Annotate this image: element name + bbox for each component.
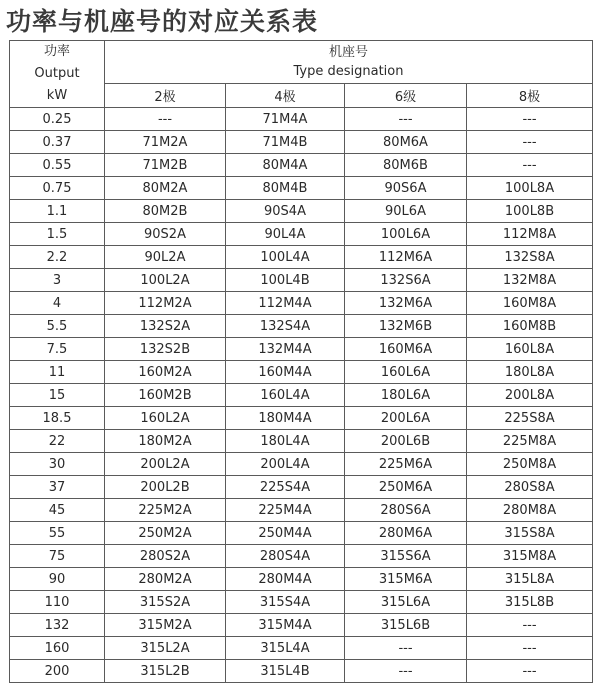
table-row: [10, 591, 593, 614]
power-cell: 7.5: [10, 338, 105, 361]
table-row: [10, 384, 593, 407]
pole-header-8: 8极: [467, 83, 593, 107]
pole6-cell: 160M6A: [345, 338, 467, 361]
pole8-cell: 100L8B: [467, 200, 593, 223]
pole4-cell: 71M4A: [226, 108, 345, 131]
pole8-cell: 250M8A: [467, 453, 593, 476]
power-cell: 2.2: [10, 246, 105, 269]
table-row: [10, 338, 593, 361]
table-row: [10, 568, 593, 591]
pole6-cell: 315S6A: [345, 545, 467, 568]
pole-header-2: 2极: [105, 83, 226, 107]
pole4-cell: 80M4A: [226, 154, 345, 177]
pole6-cell: 250M6A: [345, 476, 467, 499]
pole4-cell: 100L4B: [226, 269, 345, 292]
table-row: [10, 315, 593, 338]
table-row: [10, 154, 593, 177]
power-cell: 15: [10, 384, 105, 407]
pole2-cell: 280M2A: [105, 568, 226, 591]
table-row: [10, 292, 593, 315]
table-row: [10, 614, 593, 637]
power-cell: 45: [10, 499, 105, 522]
pole4-cell: 90S4A: [226, 200, 345, 223]
pole4-cell: 160M4A: [226, 361, 345, 384]
pole8-cell: 315M8A: [467, 545, 593, 568]
pole2-cell: 315M2A: [105, 614, 226, 637]
pole8-cell: 180L8A: [467, 361, 593, 384]
pole8-cell: 100L8A: [467, 177, 593, 200]
table-row: [10, 453, 593, 476]
power-cell: 132: [10, 614, 105, 637]
pole6-cell: 132M6A: [345, 292, 467, 315]
table-row: [10, 246, 593, 269]
power-cell: 22: [10, 430, 105, 453]
pole6-cell: ---: [345, 108, 467, 131]
pole6-cell: 200L6A: [345, 407, 467, 430]
type-header-cn: 机座号: [328, 44, 368, 60]
table-row: [10, 637, 593, 660]
table-row: [10, 522, 593, 545]
pole8-cell: 160M8A: [467, 292, 593, 315]
table-row: [10, 407, 593, 430]
pole2-cell: 112M2A: [105, 292, 226, 315]
pole2-cell: ---: [105, 108, 226, 131]
pole6-cell: 100L6A: [345, 223, 467, 246]
table-body: [10, 108, 593, 683]
table-row: [10, 361, 593, 384]
table-row: [10, 200, 593, 223]
pole4-cell: 315L4B: [226, 660, 345, 683]
pole8-cell: ---: [467, 154, 593, 177]
pole-header-6: 6级: [345, 83, 467, 107]
pole2-cell: 71M2A: [105, 131, 226, 154]
page-title: 功率与机座号的对应关系表: [6, 7, 319, 36]
pole2-cell: 315L2B: [105, 660, 226, 683]
power-cell: 0.37: [10, 131, 105, 154]
pole2-cell: 200L2B: [105, 476, 226, 499]
power-cell: 18.5: [10, 407, 105, 430]
pole6-cell: 80M6A: [345, 131, 467, 154]
pole6-cell: 90L6A: [345, 200, 467, 223]
power-cell: 1.5: [10, 223, 105, 246]
pole4-cell: 90L4A: [226, 223, 345, 246]
power-cell: 200: [10, 660, 105, 683]
type-header: [105, 41, 593, 84]
table-row: [10, 499, 593, 522]
pole4-cell: 280S4A: [226, 545, 345, 568]
pole8-cell: 315L8A: [467, 568, 593, 591]
pole4-cell: 280M4A: [226, 568, 345, 591]
power-frame-table: [9, 40, 593, 683]
type-header-en: Type designation: [293, 63, 404, 79]
pole8-cell: 160L8A: [467, 338, 593, 361]
pole2-cell: 225M2A: [105, 499, 226, 522]
pole8-cell: 280M8A: [467, 499, 593, 522]
pole2-cell: 132S2A: [105, 315, 226, 338]
pole-header-4: 4极: [226, 83, 345, 107]
pole8-cell: 132M8A: [467, 269, 593, 292]
pole2-cell: 160L2A: [105, 407, 226, 430]
pole2-cell: 90L2A: [105, 246, 226, 269]
pole6-cell: 225M6A: [345, 453, 467, 476]
pole4-cell: 100L4A: [226, 246, 345, 269]
pole6-cell: 132M6B: [345, 315, 467, 338]
pole4-cell: 250M4A: [226, 522, 345, 545]
power-header-cn: 功率: [43, 44, 70, 59]
power-header-unit: kW: [46, 88, 68, 103]
table-row: [10, 177, 593, 200]
pole8-cell: 225S8A: [467, 407, 593, 430]
pole4-cell: 315S4A: [226, 591, 345, 614]
power-cell: 110: [10, 591, 105, 614]
pole4-cell: 315L4A: [226, 637, 345, 660]
pole2-cell: 250M2A: [105, 522, 226, 545]
pole6-cell: 200L6B: [345, 430, 467, 453]
pole2-cell: 160M2B: [105, 384, 226, 407]
pole6-cell: 315L6B: [345, 614, 467, 637]
power-cell: 3: [10, 269, 105, 292]
pole6-cell: 315L6A: [345, 591, 467, 614]
pole8-cell: ---: [467, 131, 593, 154]
table-row: [10, 131, 593, 154]
pole8-cell: ---: [467, 108, 593, 131]
pole6-cell: 80M6B: [345, 154, 467, 177]
pole8-cell: 225M8A: [467, 430, 593, 453]
pole2-cell: 280S2A: [105, 545, 226, 568]
table-row: [10, 430, 593, 453]
pole2-cell: 90S2A: [105, 223, 226, 246]
power-cell: 1.1: [10, 200, 105, 223]
pole2-cell: 315L2A: [105, 637, 226, 660]
power-cell: 37: [10, 476, 105, 499]
pole8-cell: 112M8A: [467, 223, 593, 246]
pole6-cell: ---: [345, 637, 467, 660]
pole6-cell: 180L6A: [345, 384, 467, 407]
pole4-cell: 315M4A: [226, 614, 345, 637]
table-row: [10, 476, 593, 499]
pole6-cell: 315M6A: [345, 568, 467, 591]
pole8-cell: ---: [467, 660, 593, 683]
pole8-cell: 200L8A: [467, 384, 593, 407]
pole2-cell: 132S2B: [105, 338, 226, 361]
pole6-cell: 280S6A: [345, 499, 467, 522]
table-row: [10, 545, 593, 568]
pole4-cell: 71M4B: [226, 131, 345, 154]
pole2-cell: 80M2A: [105, 177, 226, 200]
pole2-cell: 80M2B: [105, 200, 226, 223]
pole4-cell: 160L4A: [226, 384, 345, 407]
pole4-cell: 225S4A: [226, 476, 345, 499]
pole6-cell: 280M6A: [345, 522, 467, 545]
pole4-cell: 180M4A: [226, 407, 345, 430]
pole6-cell: ---: [345, 660, 467, 683]
pole6-cell: 160L6A: [345, 361, 467, 384]
pole6-cell: 132S6A: [345, 269, 467, 292]
pole4-cell: 132S4A: [226, 315, 345, 338]
power-cell: 0.75: [10, 177, 105, 200]
pole6-cell: 90S6A: [345, 177, 467, 200]
pole4-cell: 180L4A: [226, 430, 345, 453]
pole6-cell: 112M6A: [345, 246, 467, 269]
pole8-cell: 315S8A: [467, 522, 593, 545]
pole4-cell: 112M4A: [226, 292, 345, 315]
pole8-cell: 132S8A: [467, 246, 593, 269]
pole2-cell: 180M2A: [105, 430, 226, 453]
table-row: [10, 223, 593, 246]
power-cell: 11: [10, 361, 105, 384]
pole8-cell: ---: [467, 637, 593, 660]
table-row: [10, 269, 593, 292]
power-cell: 90: [10, 568, 105, 591]
pole8-cell: 160M8B: [467, 315, 593, 338]
pole8-cell: ---: [467, 614, 593, 637]
pole8-cell: 315L8B: [467, 591, 593, 614]
pole2-cell: 200L2A: [105, 453, 226, 476]
pole4-cell: 80M4B: [226, 177, 345, 200]
pole4-cell: 132M4A: [226, 338, 345, 361]
pole2-cell: 71M2B: [105, 154, 226, 177]
table-row: [10, 660, 593, 683]
pole2-cell: 100L2A: [105, 269, 226, 292]
power-cell: 0.25: [10, 108, 105, 131]
power-cell: 30: [10, 453, 105, 476]
power-header: [10, 41, 105, 108]
power-cell: 0.55: [10, 154, 105, 177]
power-cell: 55: [10, 522, 105, 545]
pole8-cell: 280S8A: [467, 476, 593, 499]
table-row: [10, 108, 593, 131]
power-cell: 160: [10, 637, 105, 660]
pole2-cell: 315S2A: [105, 591, 226, 614]
power-cell: 75: [10, 545, 105, 568]
power-cell: 4: [10, 292, 105, 315]
pole4-cell: 225M4A: [226, 499, 345, 522]
pole2-cell: 160M2A: [105, 361, 226, 384]
power-cell: 5.5: [10, 315, 105, 338]
pole4-cell: 200L4A: [226, 453, 345, 476]
power-header-en: Output: [34, 66, 80, 81]
